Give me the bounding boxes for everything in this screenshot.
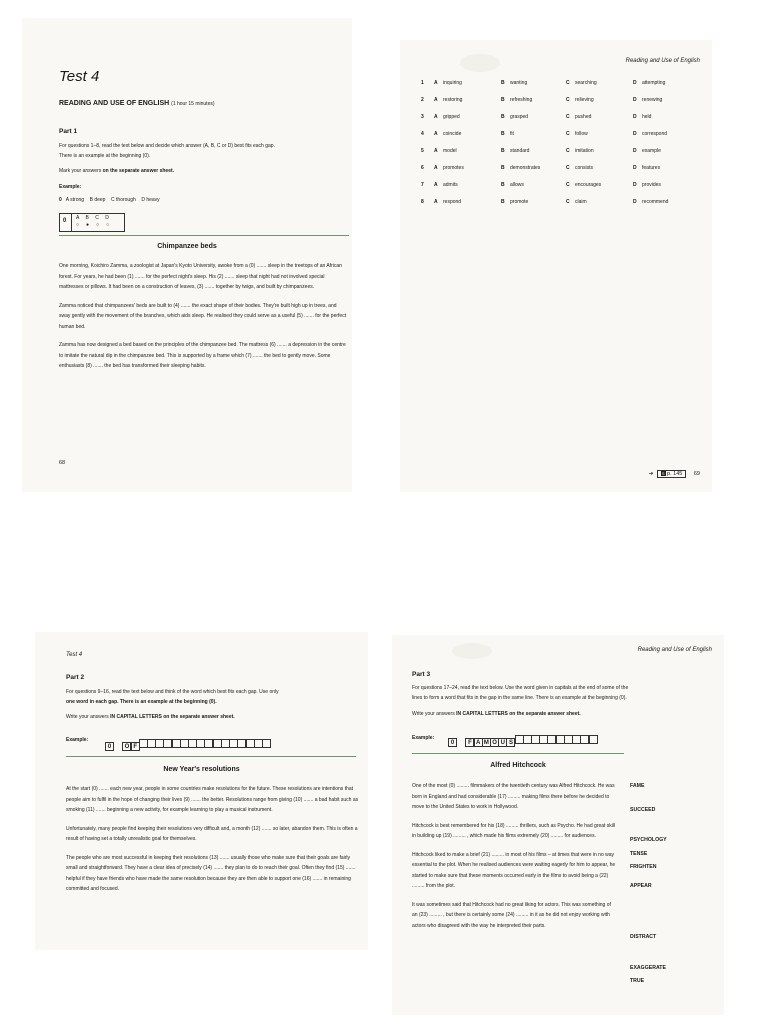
example-answer-boxes <box>105 735 270 753</box>
option-c: searching <box>575 80 597 86</box>
example-num-box: 0 <box>105 742 114 751</box>
option-c: pushed <box>575 114 592 120</box>
question-number: 8 <box>421 199 424 205</box>
option-letter: D <box>633 131 637 137</box>
option-letter: A <box>434 80 438 86</box>
question-number: 5 <box>421 148 424 154</box>
answer-bubbles: ○●○○ <box>76 222 117 228</box>
instructions: For questions 9–16, read the text below and think of the word which best fits each gap. Use only one word in each gap. There is an example at the beginning (0). <box>66 689 279 705</box>
question-row <box>421 148 711 160</box>
option-d: features <box>642 165 661 171</box>
option-d: held <box>642 114 652 120</box>
option-letter: A <box>434 97 438 103</box>
paragraph: It was sometimes said that Hitchcock had no great liking for actors. This was something of an (23) ......... , but there is certainly some (24) ......... in it as he did not enjoy working with actors who disagreed with the way he interpreted their parts. <box>412 901 611 929</box>
text-title: Chimpanzee beds <box>157 243 217 250</box>
option-letter: C <box>566 80 570 86</box>
option-letter: D <box>633 148 637 154</box>
letter-box: F <box>465 738 474 747</box>
option-letter: C <box>566 148 570 154</box>
option-b: standard <box>510 148 530 154</box>
paragraph: Zamma has now designed a bed based on the principles of the chimpanzee bed. The mattress (6) ....... a depression in the centre to imitate the natural dip in the chimpanzee bed. This is supported by a frame which (7) ....... the bed to gently move. Some enthusiasts (8) ....... the bed has transformed their sleeping habits. <box>59 342 346 369</box>
option-letter: C <box>566 182 570 188</box>
scan-smudge <box>452 643 492 659</box>
divider <box>412 753 624 754</box>
letter-box: S <box>506 738 515 747</box>
option-a: model <box>443 148 457 154</box>
question-number: 2 <box>421 97 424 103</box>
option-letter: B <box>501 199 505 205</box>
option-d: correspond <box>642 131 668 137</box>
option-letter: C <box>566 114 570 120</box>
page-71 <box>392 635 724 1015</box>
mark-instructions: Mark your answers on the separate answer sheet. <box>59 168 175 174</box>
option-letter: B <box>501 114 505 120</box>
letter-box: A <box>474 738 483 747</box>
page-number: 68 <box>59 460 66 466</box>
option-b: fit <box>510 131 514 137</box>
keyword: SUCCEED <box>630 807 656 813</box>
example-label: Example: <box>412 735 435 741</box>
question-number: 1 <box>421 80 424 86</box>
divider <box>59 235 349 236</box>
option-b: promote <box>510 199 529 205</box>
example-num-box: 0 <box>448 738 457 747</box>
keyword: FRIGHTEN <box>630 864 657 870</box>
option-c: follow <box>575 131 588 137</box>
keyword: DISTRACT <box>630 934 657 940</box>
example-row: 0 A strong B deep C thorough D heavy <box>59 197 160 203</box>
keyword: APPEAR <box>630 883 652 889</box>
paragraph: Hitchcock is best remembered for his (18) ......... thrillers, such as Psycho. He had great skill in building up (19) ......... , which made his films extremely (20) ......... for audiences. <box>412 822 616 839</box>
option-letter: A <box>434 165 438 171</box>
part-heading: Part 2 <box>66 674 85 681</box>
running-header: Test 4 <box>66 652 83 658</box>
option-letter: D <box>633 80 637 86</box>
option-c: consists <box>575 165 594 171</box>
option-letter: C <box>566 165 570 171</box>
option-c: encourages <box>575 182 602 188</box>
letter-box: U <box>498 738 507 747</box>
letter-box <box>589 735 598 744</box>
test-title: Test 4 <box>59 68 100 85</box>
text-title: New Year's resolutions <box>163 766 240 773</box>
paragraph: Unfortunately, many people find keeping their resolutions very difficult and, a month (12) ....... so later, abandon them. This is often a result of having set a totally unrealistic goal for themselves. <box>66 825 358 842</box>
option-c: imitation <box>575 148 594 154</box>
page-number: 69 <box>693 471 700 477</box>
key-icon: S <box>661 471 665 476</box>
question-row <box>421 114 711 126</box>
paragraph: Zamma noticed that chimpanzees' beds are built to (4) ....... the exact shape of their bodies. They're built high up in trees, and sway gently with the movement of the branches, which aids sleep. He realised they could serve as a useful (5) ....... for the perfect human bed. <box>59 302 347 330</box>
question-number: 7 <box>421 182 424 188</box>
keyword: TENSE <box>630 851 648 857</box>
option-letter: D <box>633 97 637 103</box>
page-69 <box>400 40 712 492</box>
paragraph: The people who are most successful in keeping their resolutions (13) ....... usually those who make sure that their goals are fairly small and straightforward. They have a clear idea of precisely (14) ....... they plan to do to reach their goal. Often they find (15) ....... helpful if they have friends who have made the same resolution because they are then able to support one (16) ....... in remaining committed and focused. <box>66 854 356 892</box>
letter-box: M <box>483 740 489 746</box>
answer-box-letters: A B C D <box>76 215 109 221</box>
option-c: claim <box>575 199 587 205</box>
option-letter: D <box>633 114 637 120</box>
option-letter: B <box>501 148 505 154</box>
option-letter: D <box>633 199 637 205</box>
question-number: 6 <box>421 165 424 171</box>
instructions: For questions 17–24, read the text below. Use the word given in capitals at the end of some of the lines to form a word that fits in the gap in the same line. There is an example at the beginning (0). <box>412 685 629 701</box>
keyword: EXAGGERATE <box>630 965 666 971</box>
option-letter: B <box>501 165 505 171</box>
divider <box>66 756 356 757</box>
option-letter: C <box>566 97 570 103</box>
example-label: Example: <box>66 737 89 743</box>
paragraph: Hitchcock liked to make a brief (21) ......... in most of his films – at times that were in no way essential to the plot. When he realised audiences were waiting eagerly for him to appear, he started to make sure that these moments occurred early in the films to avoid being a (22) ......... from the plot. <box>412 851 616 889</box>
question-number: 4 <box>421 131 424 137</box>
part-heading: Part 3 <box>412 671 431 678</box>
option-letter: C <box>566 199 570 205</box>
passage <box>59 261 349 380</box>
scan-smudge <box>460 54 500 72</box>
text-title: Alfred Hitchcock <box>490 762 546 769</box>
answer-box-num: 0 <box>63 218 67 224</box>
paragraph: One of the most (0) ......... filmmakers of the twentieth century was Alfred Hitchcock. He was born in England and had considerable (17) ......... making films there before he decided to move to the United States to work in Hollywood. <box>412 783 615 810</box>
instructions: For questions 1–8, read the text below and decide which answer (A, B, C or D) best fits each gap. There is an example at the beginning (0). <box>59 143 275 159</box>
letter-box: F <box>131 742 140 751</box>
question-row <box>421 80 711 92</box>
option-c: relieving <box>575 97 594 103</box>
option-letter: A <box>434 182 438 188</box>
option-b: allows <box>510 182 524 188</box>
option-letter: A <box>434 131 438 137</box>
option-letter: D <box>633 182 637 188</box>
letter-box <box>262 739 271 748</box>
running-header: Reading and Use of English <box>625 58 700 64</box>
question-options-list <box>421 80 711 220</box>
paragraph: One morning, Koichiro Zamma, a zoologist at Japan's Kyoto University, awoke from a (0) ....... sleep in the treetops of an African forest. For years, he had been (1) ....... for the perfect night's sleep. His (2) ....... sleep that night had not involved special mattresses or pillows. It had been on a construction of leaves, (3) ....... together by twigs, and built by chimpanzees. <box>59 263 342 290</box>
keyword: PSYCHOLOGY <box>630 837 667 843</box>
option-b: grasped <box>510 114 529 120</box>
option-letter: A <box>434 199 438 205</box>
option-letter: C <box>566 131 570 137</box>
option-a: restoring <box>443 97 463 103</box>
option-a: coincide <box>443 131 462 137</box>
option-letter: D <box>633 165 637 171</box>
option-a: respond <box>443 199 462 205</box>
option-letter: A <box>434 148 438 154</box>
ref-box[interactable]: S p. 145 <box>657 470 687 478</box>
option-b: demonstrates <box>510 165 541 171</box>
page-68 <box>22 18 352 492</box>
option-letter: B <box>501 131 505 137</box>
option-d: renewing <box>642 97 663 103</box>
option-d: attempting <box>642 80 666 86</box>
question-row <box>421 182 711 194</box>
passage <box>412 781 617 939</box>
paragraph: At the start (0) ....... each new year, people in some countries make resolutions for the future. These resolutions are intentions that people aim to fulfil in the hope of changing their lives (9) ....... the better. Resolutions range from giving (10) ....... a bad habit such as smoking (11) ....... beginning a new activity, for example learning to play a musical instrument. <box>66 786 359 813</box>
question-row <box>421 165 711 177</box>
arrow-right-icon: ➔ <box>648 471 654 477</box>
option-d: recommend <box>642 199 669 205</box>
letter-box: O <box>490 738 499 747</box>
write-instructions: Write your answers IN CAPITAL LETTERS on the separate answer sheet. <box>412 711 581 717</box>
question-number: 3 <box>421 114 424 120</box>
write-instructions: Write your answers IN CAPITAL LETTERS on the separate answer sheet. <box>66 714 235 720</box>
option-letter: B <box>501 80 505 86</box>
letter-box: O <box>122 742 131 751</box>
page-70 <box>35 632 368 950</box>
example-label: Example: <box>59 184 82 190</box>
example-answer-boxes <box>448 731 597 749</box>
keyword: TRUE <box>630 978 645 984</box>
answer-box <box>59 213 125 232</box>
running-header: Reading and Use of English <box>637 647 712 653</box>
option-d: example <box>642 148 661 154</box>
passage <box>66 784 359 903</box>
option-b: refreshing <box>510 97 533 103</box>
option-a: promotes <box>443 165 464 171</box>
question-row <box>421 199 711 211</box>
question-row <box>421 131 711 143</box>
option-a: admits <box>443 182 458 188</box>
question-row <box>421 97 711 109</box>
option-b: wanting <box>510 80 528 86</box>
option-letter: B <box>501 97 505 103</box>
page-ref <box>649 470 700 478</box>
option-d: provides <box>642 182 661 188</box>
option-letter: B <box>501 182 505 188</box>
section-title: READING AND USE OF ENGLISH (1 hour 15 minutes) <box>59 100 215 107</box>
keyword: FAME <box>630 783 645 789</box>
option-a: inquiring <box>443 80 462 86</box>
option-a: gripped <box>443 114 460 120</box>
option-letter: A <box>434 114 438 120</box>
part-heading: Part 1 <box>59 128 78 135</box>
